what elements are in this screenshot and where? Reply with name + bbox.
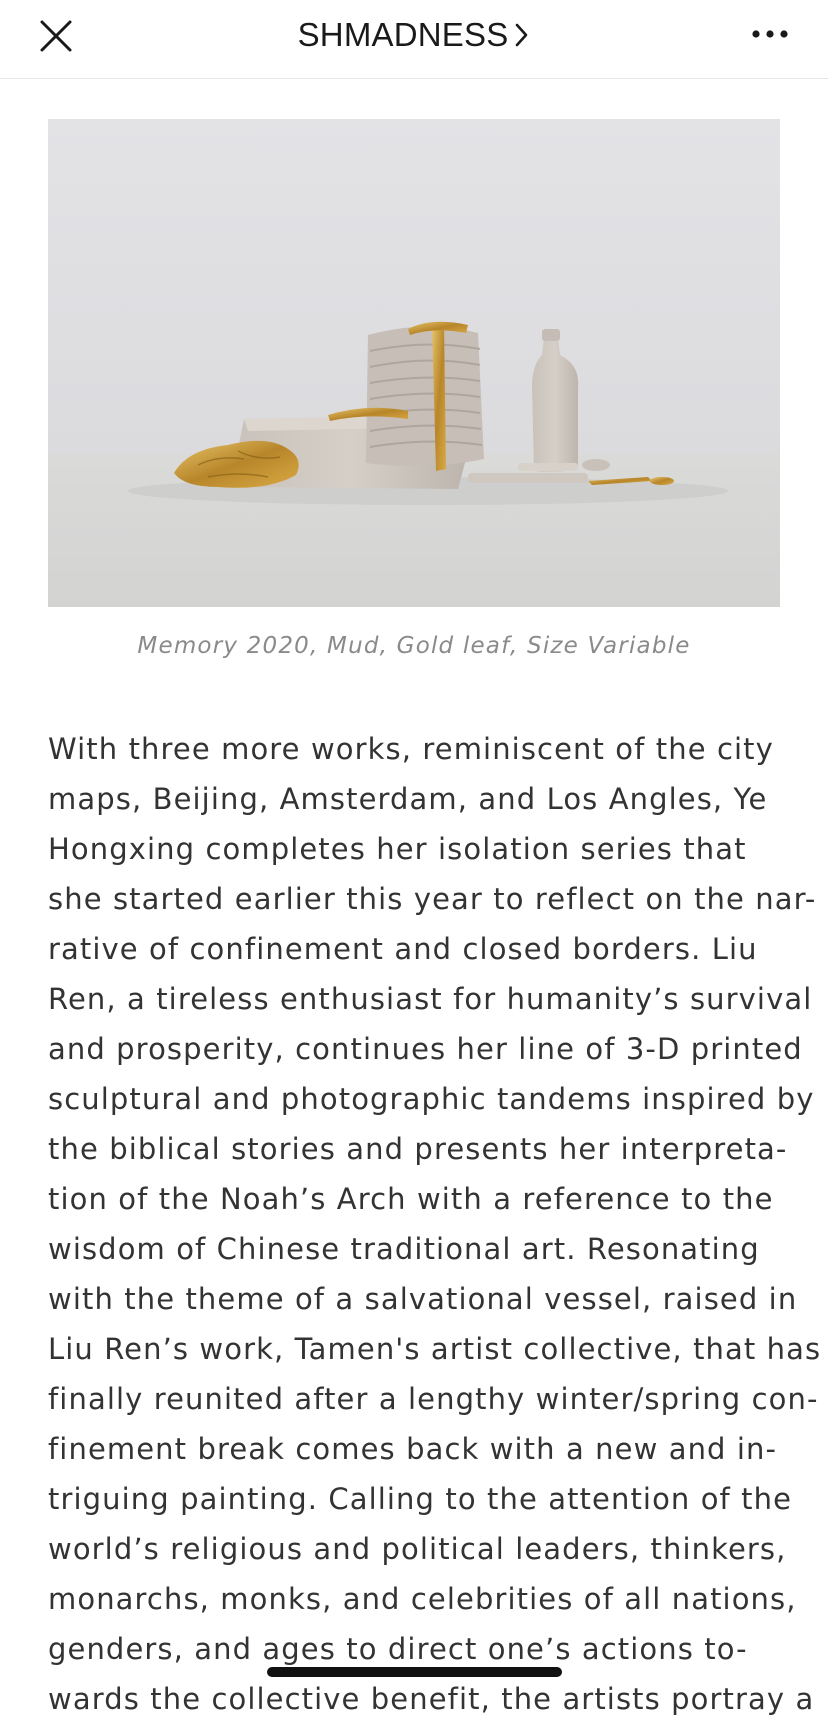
home-indicator[interactable] — [267, 1667, 562, 1677]
article-line: finement break comes back with a new and in- — [48, 1432, 778, 1466]
article-line: rative of confinement and closed borders. Liu — [48, 932, 758, 966]
article-line: she started earlier this year to reflect on the nar- — [48, 882, 817, 916]
more-button[interactable] — [748, 22, 792, 46]
article-line: sculptural and photographic tandems inspired by — [48, 1082, 815, 1116]
article-line: monarchs, monks, and celebrities of all nations, — [48, 1582, 797, 1616]
artwork-image — [48, 119, 780, 607]
account-title-link[interactable] — [0, 0, 828, 70]
chevron-right-icon — [514, 22, 530, 48]
article-line: triguing painting. Calling to the attention of the — [48, 1482, 793, 1516]
article-line: world’s religious and political leaders, thinkers, — [48, 1532, 787, 1566]
article-line: with the theme of a salvational vessel, raised in — [48, 1282, 798, 1316]
page-title: SHMADNESS — [297, 16, 509, 53]
article-body — [48, 724, 822, 1724]
article-line: finally reunited after a lengthy winter/spring con- — [48, 1382, 819, 1416]
article-line: and prosperity, continues her line of 3-D printed — [48, 1032, 803, 1066]
article-line: maps, Beijing, Amsterdam, and Los Angles, Ye — [48, 782, 768, 816]
artwork-photo[interactable] — [48, 119, 780, 607]
article-line: With three more works, reminiscent of the city — [48, 732, 774, 766]
nav-bar — [0, 0, 828, 79]
article-line: Liu Ren’s work, Tamen's artist collective, that has — [48, 1332, 822, 1366]
image-caption: Memory 2020, Mud, Gold leaf, Size Variable — [137, 633, 691, 659]
article-line: genders, and ages to direct one’s actions to- — [48, 1632, 748, 1666]
article-line: wisdom of Chinese traditional art. Resonating — [48, 1232, 760, 1266]
article-line: wards the collective benefit, the artists portray a — [48, 1682, 815, 1716]
article-line: the biblical stories and presents her interpreta- — [48, 1132, 788, 1166]
article-line: tion of the Noah’s Arch with a reference to the — [48, 1182, 774, 1216]
article-line: Ren, a tireless enthusiast for humanity’s survival — [48, 982, 813, 1016]
more-dots-icon — [748, 22, 792, 46]
article-line: Hongxing completes her isolation series that — [48, 832, 747, 866]
